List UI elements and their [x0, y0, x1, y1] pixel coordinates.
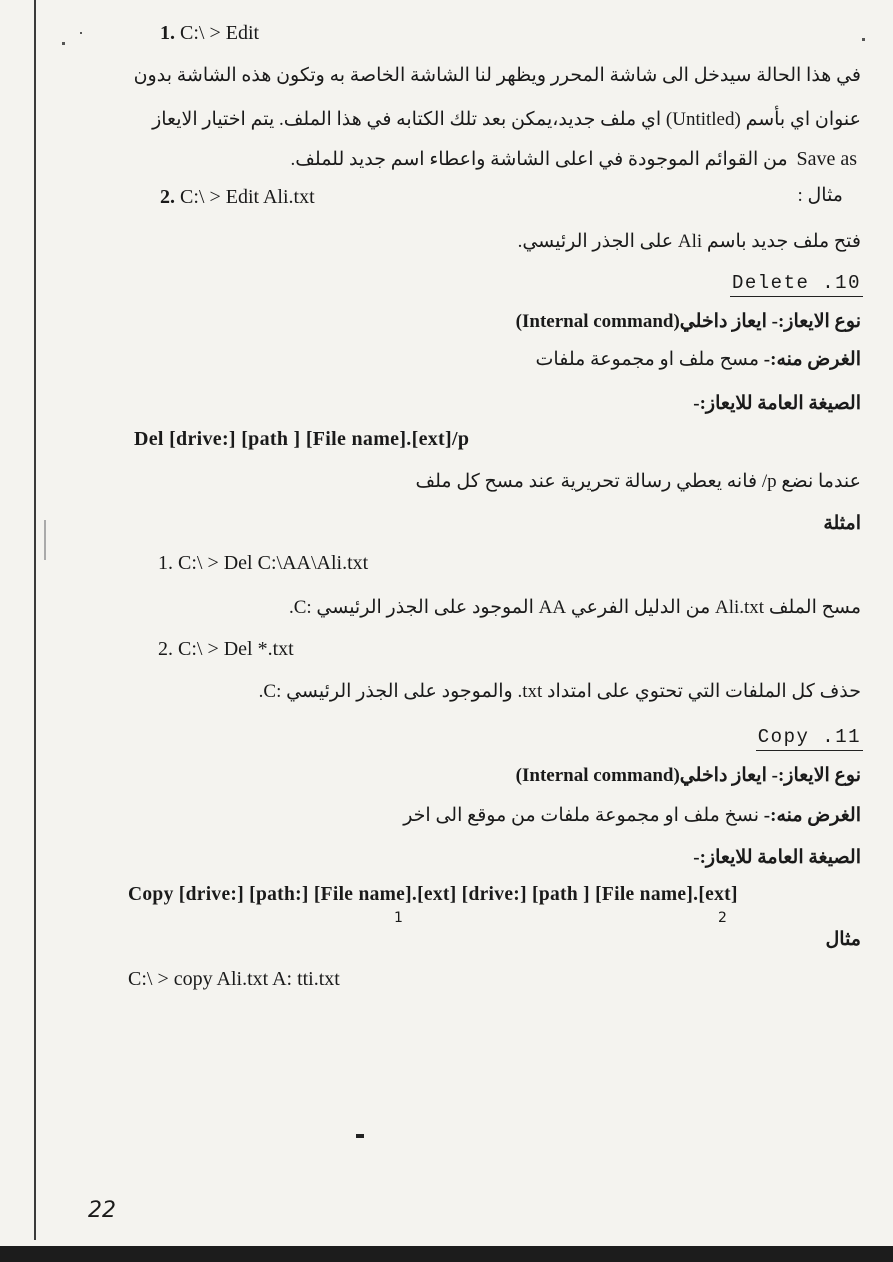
syntax-label: الصيغة العامة للايعاز:-: [693, 847, 861, 868]
page-number: 22: [88, 1198, 116, 1223]
syntax-text: Copy [drive:] [path:] [File name].[ext] [drive:] [path ] [File name].[ext]: [128, 884, 738, 905]
examples-label: امثلة: [823, 513, 861, 534]
command-text: C:\ > Edit: [180, 22, 260, 44]
edit-example-1: [160, 22, 259, 45]
scan-speck: [62, 42, 65, 45]
purpose-line: [403, 804, 861, 827]
heading-text: Delete .10: [730, 272, 863, 297]
command-type-line: نوع الايعاز:- ايعاز داخلي(Internal command): [515, 765, 861, 786]
command-type-line: نوع الايعاز:- ايعاز داخلي(Internal command): [515, 311, 861, 332]
save-as-text: Save as: [796, 148, 857, 170]
example-description: مسح الملف Ali.txt من الدليل الفرعي AA الموجود على الجذر الرئيسي :C.: [288, 597, 861, 618]
purpose-label: الغرض منه:-: [763, 349, 861, 370]
purpose-label: الغرض منه:-: [763, 805, 861, 826]
paragraph-line: في هذا الحالة سيدخل الى شاشة المحرر ويظهر لنا الشاشة الخاصة به وتكون هذه الشاشة بدون: [133, 65, 861, 86]
subscript-number: 2: [718, 910, 727, 926]
scan-speck: [862, 38, 865, 41]
example-number: 2.: [160, 186, 175, 208]
example-description: حذف كل الملفات التي تحتوي على امتداد txt. والموجود على الجذر الرئيسي :C.: [258, 681, 861, 702]
syntax-label: الصيغة العامة للايعاز:-: [693, 393, 861, 414]
scan-speck: [80, 32, 82, 34]
paragraph-line: عنوان اي بأسم (Untitled) اي ملف جديد،يمكن بعد تلك الكتابه في هذا الملف. يتم اختيار الايعاز: [152, 109, 861, 130]
section-heading-delete: [730, 272, 863, 294]
heading-text: Copy .11: [756, 726, 863, 751]
paragraph-line: [290, 148, 857, 171]
scan-dot: [356, 1134, 364, 1138]
example-label: مثال: [825, 929, 861, 950]
subscript-number: 1: [394, 910, 403, 926]
edit-example-2: [160, 186, 315, 209]
purpose-text: مسح ملف او مجموعة ملفات: [535, 349, 760, 370]
purpose-text: نسخ ملف او مجموعة ملفات من موقع الى اخر: [403, 805, 760, 826]
command-text: C:\ > Edit Ali.txt: [180, 186, 315, 208]
note-line: عندما نضع p/ فانه يعطي رسالة تحريرية عند مسح كل ملف: [415, 471, 861, 492]
binding-edge-line: [34, 0, 36, 1240]
purpose-line: [536, 348, 861, 371]
section-heading-copy: [756, 726, 863, 748]
example-label: مثال :: [797, 185, 843, 206]
paragraph-text: من القوائم الموجودة في اعلى الشاشة واعطاء اسم جديد للملف.: [290, 149, 788, 170]
syntax-text: Del [drive:] [path ] [File name].[ext]/p: [134, 428, 470, 450]
delete-example-2: 2. C:\ > Del *.txt: [158, 638, 294, 660]
delete-example-1: 1. C:\ > Del C:\AA\Ali.txt: [158, 552, 369, 574]
example-number: 1.: [160, 22, 175, 44]
scan-bottom-edge: [0, 1246, 893, 1262]
example-description: فتح ملف جديد باسم Ali على الجذر الرئيسي.: [517, 231, 861, 252]
scan-speck: [44, 520, 46, 560]
copy-example: C:\ > copy Ali.txt A: tti.txt: [128, 968, 340, 990]
